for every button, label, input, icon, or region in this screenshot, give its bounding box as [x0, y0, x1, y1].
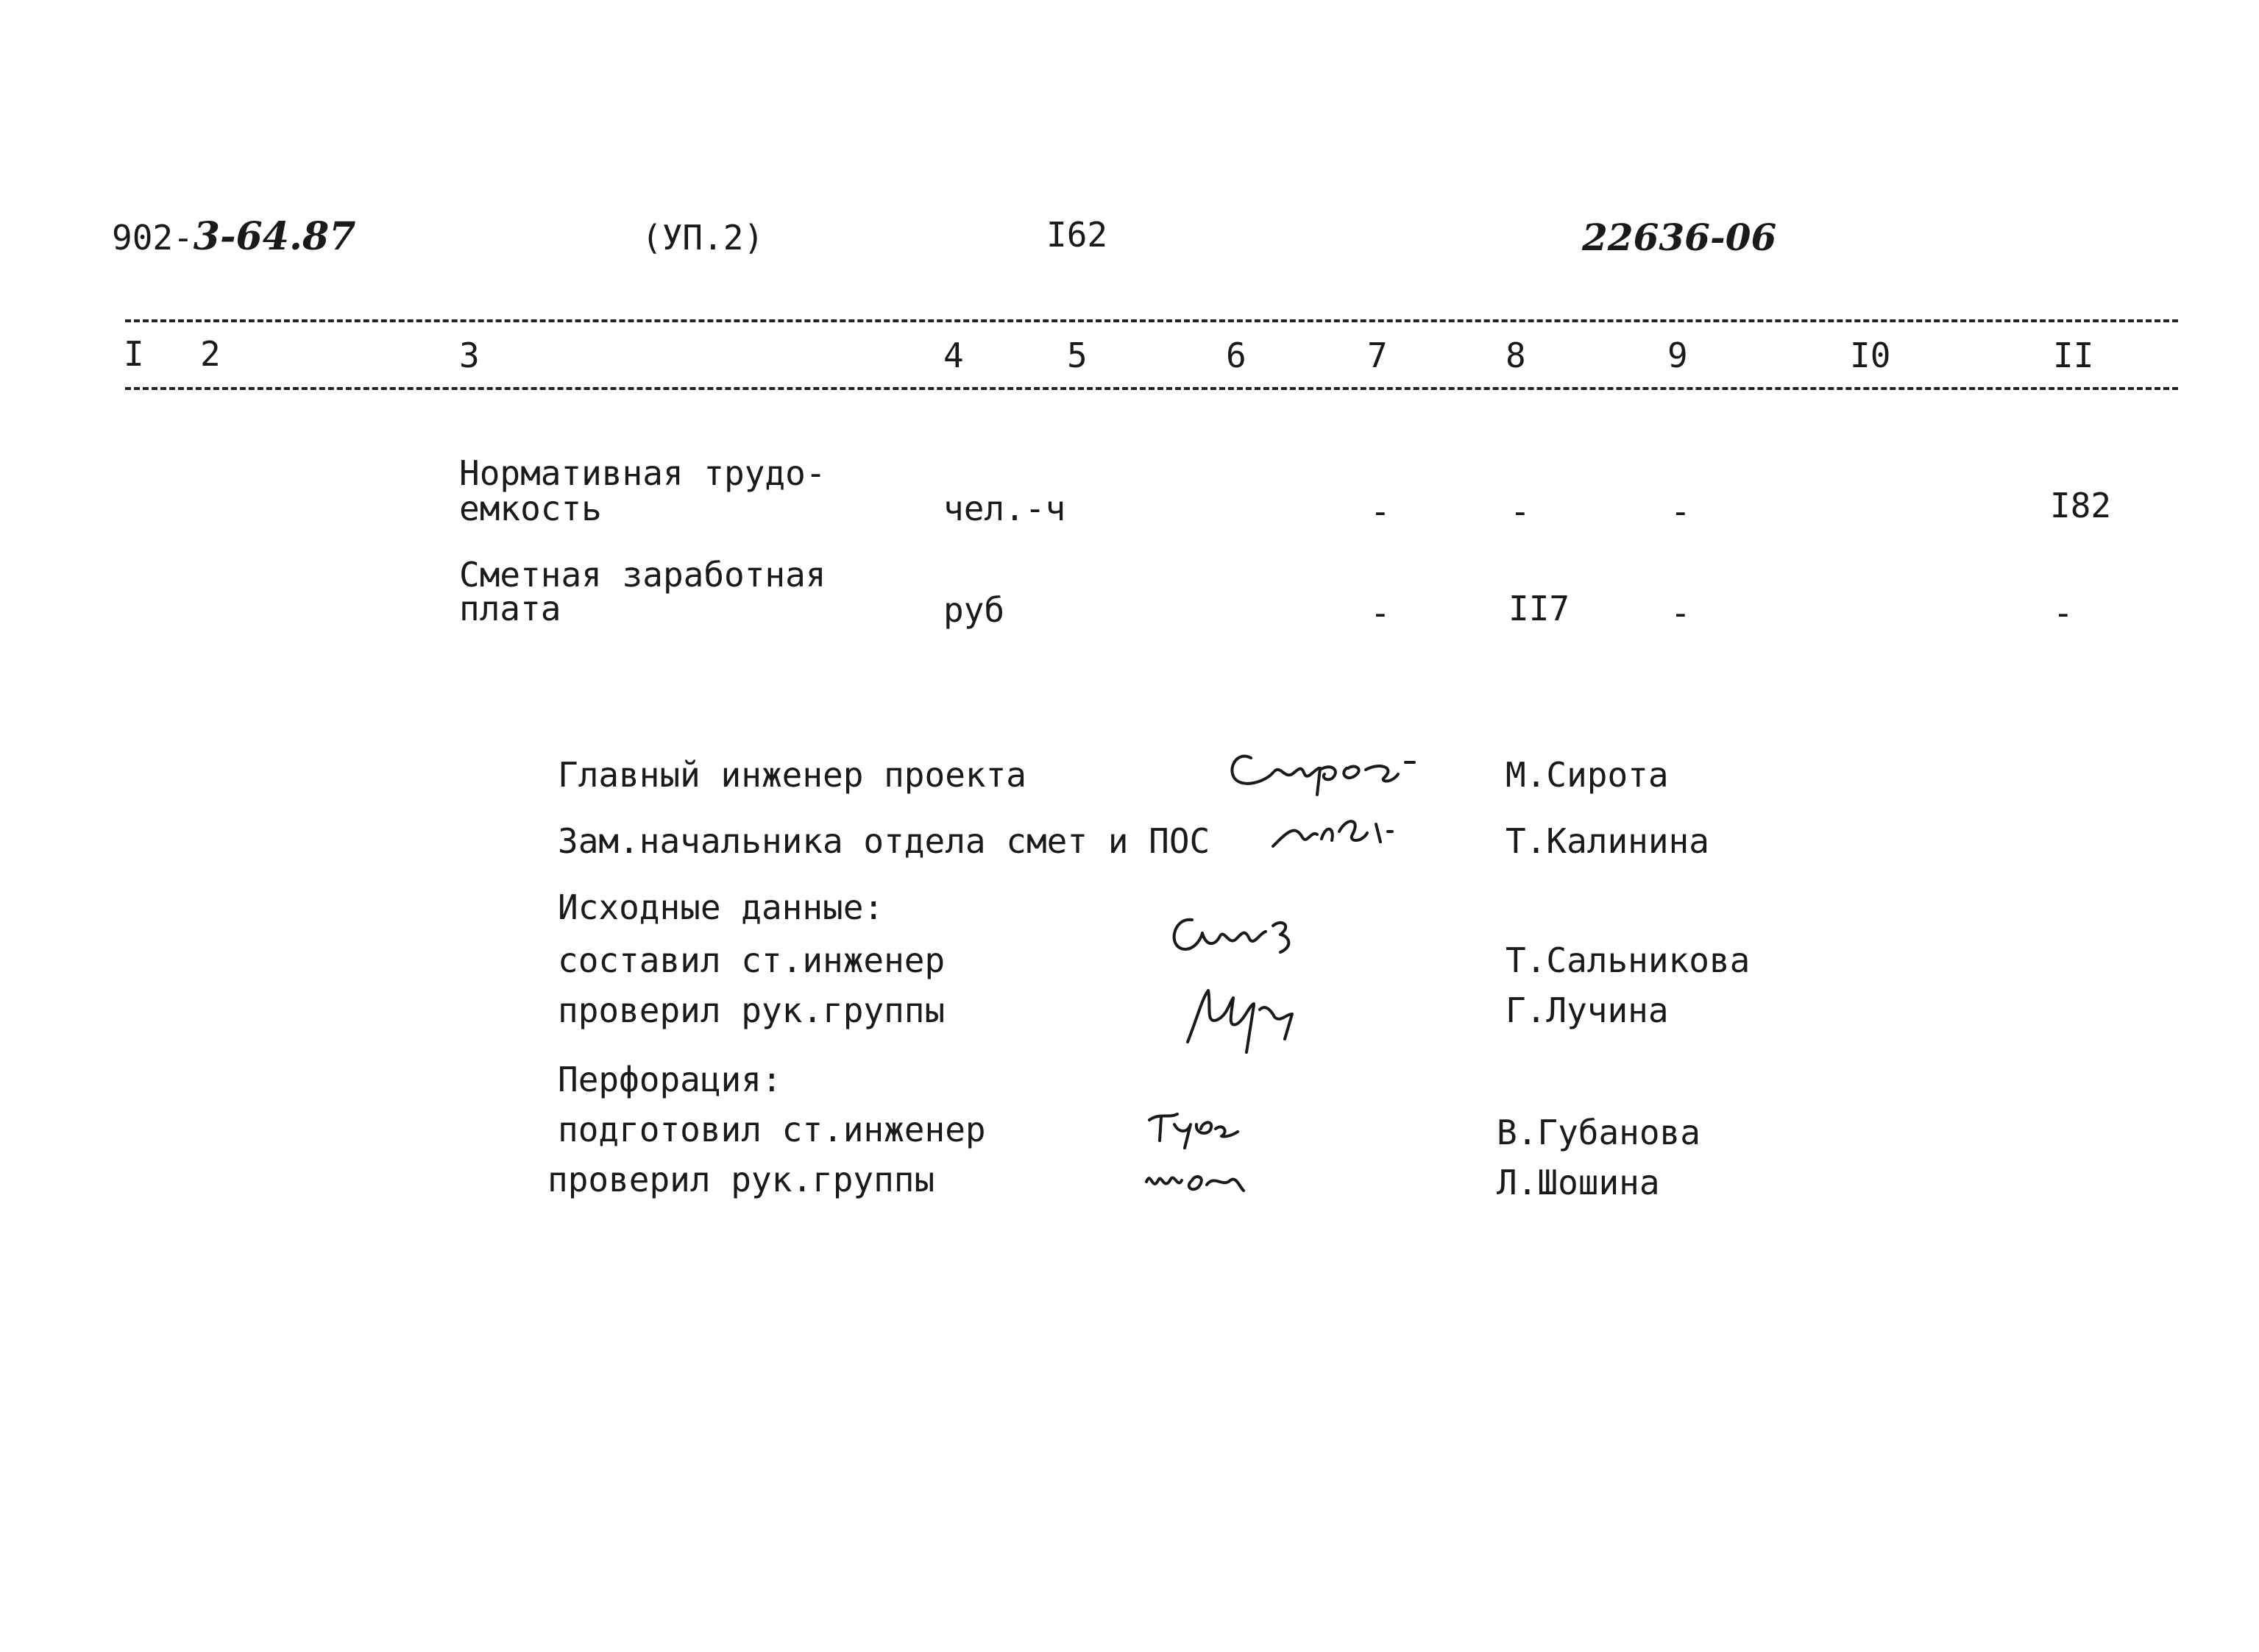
document-code — [112, 214, 356, 259]
archive-number: 22636-06 — [1582, 216, 1777, 259]
row-1-col-11: I82 — [2050, 486, 2112, 525]
column-number-9: 9 — [1667, 336, 1688, 375]
perforation-prepared-name: В.Губанова — [1497, 1113, 1701, 1152]
row-1-name-line-1: Нормативная трудо- — [459, 453, 826, 493]
perforation-heading: Перфорация: — [558, 1060, 782, 1099]
deputy-head-name: Т.Калинина — [1506, 821, 1709, 861]
preparer-signature — [1139, 1102, 1272, 1154]
row-2-col-8: II7 — [1508, 589, 1570, 628]
source-data-checked-name: Г.Лучина — [1506, 990, 1669, 1030]
group-lead-signature — [1163, 976, 1339, 1064]
chief-engineer-signature — [1221, 736, 1457, 802]
row-2-col-11: - — [2053, 593, 2074, 633]
row-2-name-line-2: плата — [459, 589, 561, 628]
row-2-name-line-1: Сметная заработная — [459, 555, 826, 595]
row-1-unit: чел.-ч — [943, 489, 1066, 528]
source-data-compiled-name: Т.Сальникова — [1506, 940, 1751, 980]
header-rule-top — [125, 319, 2178, 322]
document-code-printed: 902- — [112, 218, 194, 258]
perforation-checked-name: Л.Шошина — [1497, 1163, 1660, 1202]
column-number-6: 6 — [1226, 336, 1246, 375]
chief-engineer-role: Главный инженер проекта — [558, 755, 1026, 795]
column-number-4: 4 — [943, 336, 964, 375]
column-number-1: I — [124, 334, 144, 374]
row-2-col-7: - — [1370, 593, 1391, 633]
row-1-col-8: - — [1510, 492, 1531, 531]
column-number-7: 7 — [1367, 336, 1388, 375]
column-number-11: II — [2053, 336, 2094, 375]
album-label: (УП.2) — [642, 218, 765, 258]
perforation-prepared-role: подготовил ст.инженер — [558, 1110, 986, 1149]
page-number: I62 — [1046, 215, 1108, 255]
row-2-col-9: - — [1670, 593, 1691, 633]
header-rule-bottom — [125, 387, 2178, 390]
column-number-5: 5 — [1067, 336, 1088, 375]
row-1-col-7: - — [1370, 492, 1391, 531]
compiler-signature — [1163, 904, 1339, 977]
row-1-col-9: - — [1670, 492, 1691, 531]
column-number-8: 8 — [1506, 336, 1526, 375]
column-number-3: 3 — [459, 336, 480, 375]
source-data-heading: Исходные данные: — [558, 887, 884, 927]
chief-engineer-name: М.Сирота — [1506, 755, 1669, 795]
row-1-name-line-2: емкость — [459, 489, 602, 528]
perforation-checker-signature — [1133, 1152, 1280, 1204]
column-number-2: 2 — [200, 334, 221, 374]
deputy-head-signature — [1258, 802, 1420, 861]
source-data-checked-role: проверил рук.группы — [558, 990, 946, 1030]
row-2-unit: руб — [943, 590, 1005, 630]
column-number-10: I0 — [1850, 336, 1891, 375]
source-data-compiled-role: составил ст.инженер — [558, 940, 946, 980]
deputy-head-role: Зам.начальника отдела смет и ПОС — [558, 821, 1210, 861]
perforation-checked-role: проверил рук.группы — [547, 1160, 935, 1199]
document-code-handwritten: 3-64.87 — [193, 214, 356, 259]
